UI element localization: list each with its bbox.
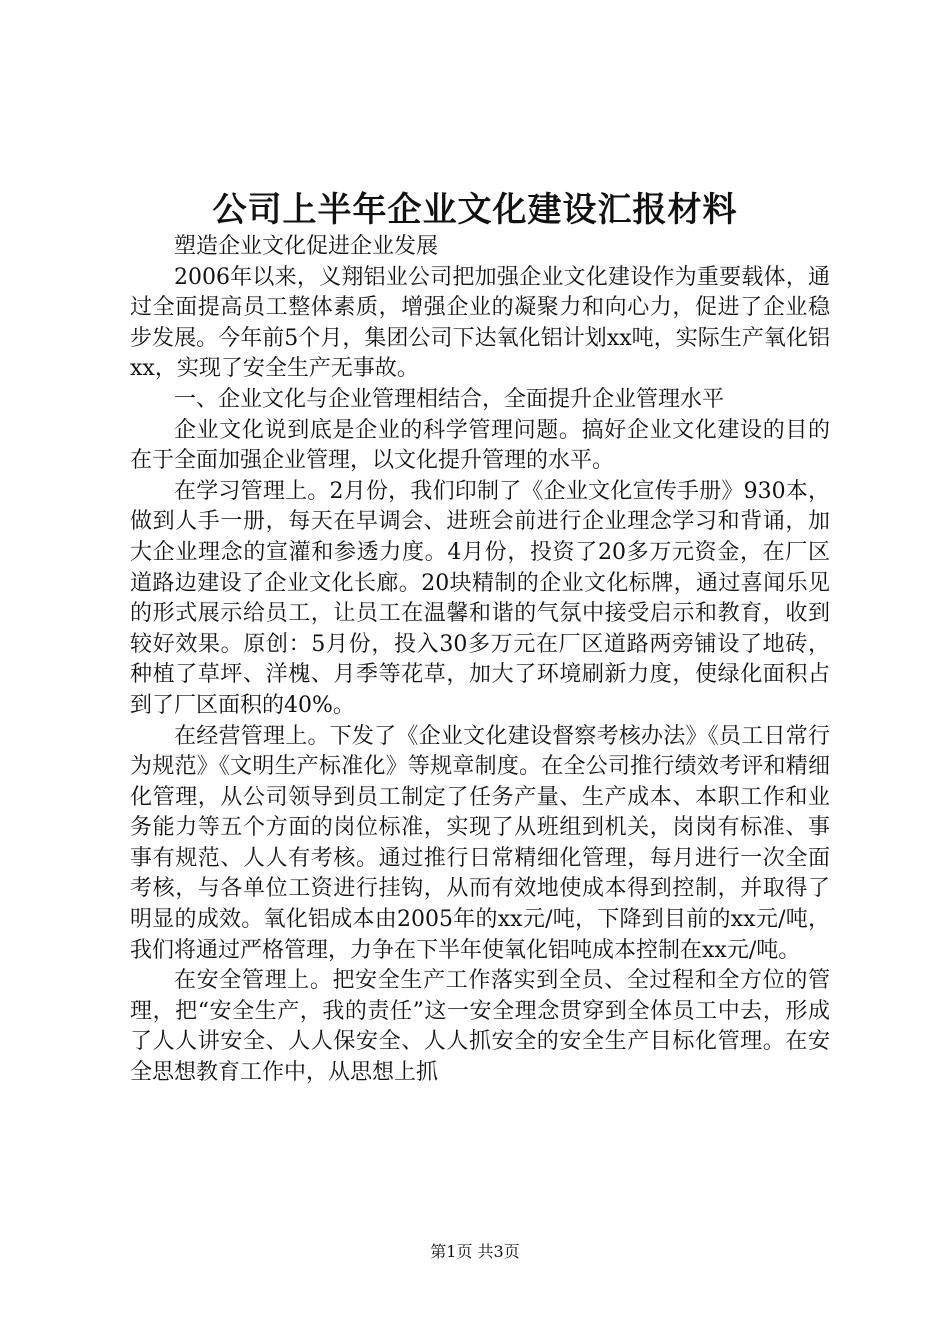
intro-paragraph: 2006年以来，义翔铝业公司把加强企业文化建设作为重要载体，通过全面提高员工整体素质，增强企业的凝聚力和向心力，促进了企业稳步发展。今年前5个月，集团公司下达氧化铝计划xx吨，实际生产氧化铝xx，实现了安全生产无事故。 bbox=[130, 264, 830, 382]
paragraph: 在安全管理上。把安全生产工作落实到全员、全过程和全方位的管理，把“安全生产，我的责任”这一安全理念贯穿到全体员工中去，形成了人人讲安全、人人保安全、人人抓安全的安全生产目标化管理。在安全思想教育工作中，从思想上抓 bbox=[130, 968, 830, 1086]
document-body bbox=[130, 232, 830, 1089]
paragraph: 在学习管理上。2月份，我们印制了《企业文化宣传手册》930本，做到人手一册，每天在早调会、进班会前进行企业理念学习和背诵，加大企业理念的宣灌和参透力度。4月份，投资了20多万元资金，在厂区道路边建设了企业文化长廊。20块精制的企业文化标牌，通过喜闻乐见的形式展示给员工，让员工在温馨和谐的气氛中接受启示和教育，收到较好效果。原创：5月份，投入30多万元在厂区道路两旁铺设了地砖，种植了草坪、洋槐、月季等花草，加大了环境刷新力度，使绿化面积占到了厂区面积的40%。 bbox=[130, 478, 830, 718]
paragraph: 在经营管理上。下发了《企业文化建设督察考核办法》《员工日常行为规范》《文明生产标准化》等规章制度。在全公司推行绩效考评和精细化管理，从公司领导到员工制定了任务产量、生产成本、本职工作和业务能力等五个方面的岗位标准，实现了从班组到机关，岗岗有标准、事事有规范、人人有考核。通过推行日常精细化管理，每月进行一次全面考核，与各单位工资进行挂钩，从而有效地使成本得到控制，并取得了明显的成效。氧化铝成本由2005年的xx元/吨，下降到目前的xx元/吨，我们将通过严格管理，力争在下半年使氧化铝吨成本控制在xx元/吨。 bbox=[130, 723, 830, 963]
subtitle-paragraph: 塑造企业文化促进企业发展 bbox=[174, 234, 439, 259]
page-footer: 第1页 共3页 bbox=[430, 1242, 520, 1261]
section-heading: 一、企业文化与企业管理相结合，全面提升企业管理水平 bbox=[174, 386, 725, 412]
paragraph: 企业文化说到底是企业的科学管理问题。搞好企业文化建设的目的在于全面加强企业管理，以文化提升管理的水平。 bbox=[130, 417, 830, 474]
document-title: 公司上半年企业文化建设汇报材料 bbox=[212, 190, 738, 230]
